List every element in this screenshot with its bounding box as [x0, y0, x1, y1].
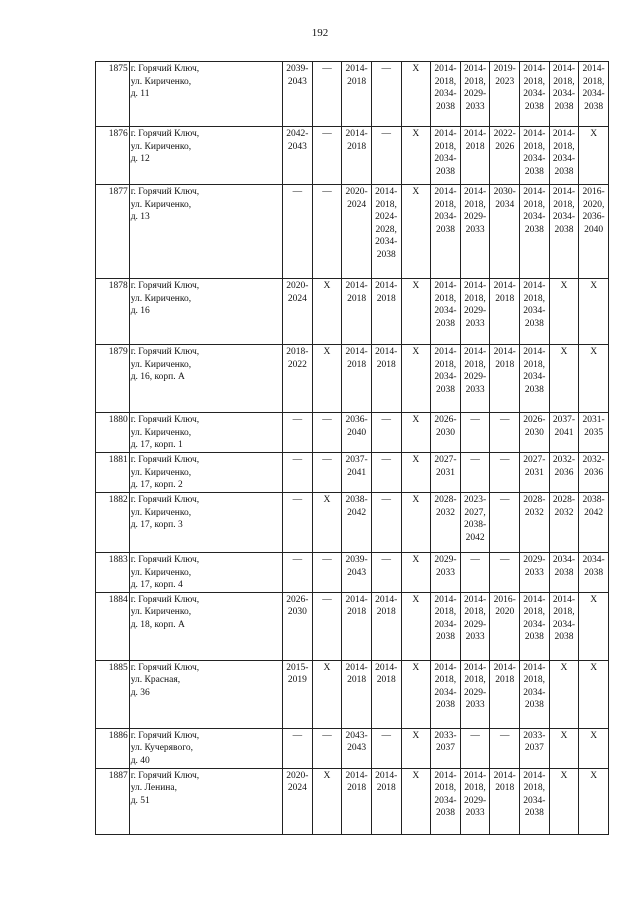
address-cell: г. Горячий Ключ, ул. Кириченко, д. 13	[129, 185, 282, 279]
period-cell: X	[312, 279, 342, 345]
period-cell: X	[401, 728, 431, 768]
address-cell: г. Горячий Ключ, ул. Ленина, д. 51	[129, 768, 282, 834]
period-cell: X	[579, 660, 609, 728]
period-cell: X	[401, 62, 431, 127]
period-cell: 2014- 2018, 2034- 2038	[431, 279, 461, 345]
period-cell: —	[312, 453, 342, 493]
period-cell: 2023- 2027, 2038- 2042	[460, 493, 490, 553]
period-cell: X	[401, 660, 431, 728]
period-cell: —	[490, 493, 520, 553]
period-cell: 2014- 2018	[371, 660, 401, 728]
period-cell: 2043- 2043	[342, 728, 372, 768]
row-number: 1881	[96, 453, 130, 493]
period-cell: 2019- 2023	[490, 62, 520, 127]
period-cell: X	[579, 768, 609, 834]
period-cell: 2014- 2018, 2034- 2038	[549, 127, 579, 185]
table-row	[96, 768, 609, 834]
period-cell: 2032- 2036	[549, 453, 579, 493]
period-cell: X	[579, 728, 609, 768]
period-cell: 2038- 2042	[579, 493, 609, 553]
period-cell: 2014- 2018, 2029- 2033	[460, 660, 490, 728]
period-cell: 2014- 2018	[490, 768, 520, 834]
period-cell: X	[401, 553, 431, 593]
period-cell: 2014- 2018, 2034- 2038	[520, 279, 550, 345]
period-cell: X	[401, 768, 431, 834]
period-cell: 2014- 2018	[490, 279, 520, 345]
period-cell: 2014- 2018, 2034- 2038	[431, 127, 461, 185]
period-cell: 2027- 2031	[431, 453, 461, 493]
period-cell: 2028- 2032	[549, 493, 579, 553]
table-row	[96, 413, 609, 453]
period-cell: —	[371, 453, 401, 493]
table-row	[96, 279, 609, 345]
period-cell: —	[371, 127, 401, 185]
address-cell: г. Горячий Ключ, ул. Красная, д. 36	[129, 660, 282, 728]
period-cell: —	[371, 553, 401, 593]
period-cell: 2016- 2020	[490, 592, 520, 660]
address-cell: г. Горячий Ключ, ул. Кириченко, д. 18, корп. А	[129, 592, 282, 660]
period-cell: —	[490, 728, 520, 768]
period-cell: 2037- 2041	[549, 413, 579, 453]
period-cell: 2014- 2018	[371, 345, 401, 413]
period-cell: —	[371, 728, 401, 768]
period-cell: 2014- 2018, 2029- 2033	[460, 592, 490, 660]
period-cell: X	[401, 279, 431, 345]
period-cell: 2014- 2018	[490, 345, 520, 413]
period-cell: —	[312, 592, 342, 660]
period-cell: 2014- 2018, 2034- 2038	[431, 660, 461, 728]
period-cell: —	[371, 62, 401, 127]
address-cell: г. Горячий Ключ, ул. Кириченко, д. 17, корп. 2	[129, 453, 282, 493]
period-cell: 2015- 2019	[283, 660, 313, 728]
address-cell: г. Горячий Ключ, ул. Кучерявого, д. 40	[129, 728, 282, 768]
period-cell: 2031- 2035	[579, 413, 609, 453]
period-cell: —	[312, 413, 342, 453]
table-row	[96, 62, 609, 127]
period-cell: 2014- 2018, 2024- 2028, 2034- 2038	[371, 185, 401, 279]
period-cell: X	[312, 768, 342, 834]
period-cell: 2038- 2042	[342, 493, 372, 553]
period-cell: 2039- 2043	[342, 553, 372, 593]
period-cell: X	[579, 279, 609, 345]
period-cell: 2014- 2018	[342, 660, 372, 728]
period-cell: X	[312, 345, 342, 413]
period-cell: 2014- 2018, 2034- 2038	[431, 62, 461, 127]
address-cell: г. Горячий Ключ, ул. Кириченко, д. 16	[129, 279, 282, 345]
table-row	[96, 185, 609, 279]
period-cell: 2014- 2018, 2029- 2033	[460, 185, 490, 279]
period-cell: 2014- 2018, 2034- 2038	[431, 345, 461, 413]
period-cell: 2014- 2018, 2034- 2038	[520, 62, 550, 127]
period-cell: 2028- 2032	[431, 493, 461, 553]
period-cell: 2032- 2036	[579, 453, 609, 493]
period-cell: X	[579, 592, 609, 660]
row-number: 1885	[96, 660, 130, 728]
period-cell: 2039- 2043	[283, 62, 313, 127]
period-cell: —	[371, 413, 401, 453]
row-number: 1877	[96, 185, 130, 279]
period-cell: —	[460, 553, 490, 593]
row-number: 1883	[96, 553, 130, 593]
table-row	[96, 553, 609, 593]
period-cell: 2014- 2018	[490, 660, 520, 728]
address-cell: г. Горячий Ключ, ул. Кириченко, д. 16, корп. А	[129, 345, 282, 413]
period-cell: —	[312, 553, 342, 593]
period-cell: 2037- 2041	[342, 453, 372, 493]
period-cell: X	[579, 127, 609, 185]
period-cell: —	[312, 62, 342, 127]
period-cell: X	[579, 345, 609, 413]
period-cell: —	[490, 453, 520, 493]
period-cell: 2014- 2018, 2034- 2038	[520, 768, 550, 834]
address-cell: г. Горячий Ключ, ул. Кириченко, д. 12	[129, 127, 282, 185]
period-cell: 2014- 2018	[342, 62, 372, 127]
period-cell: 2014- 2018, 2034- 2038	[520, 127, 550, 185]
period-cell: X	[549, 345, 579, 413]
period-cell: 2033- 2037	[520, 728, 550, 768]
period-cell: 2029- 2033	[520, 553, 550, 593]
period-cell: 2033- 2037	[431, 728, 461, 768]
period-cell: 2014- 2018	[342, 592, 372, 660]
page-number: 192	[311, 27, 329, 39]
table-row	[96, 493, 609, 553]
period-cell: —	[283, 413, 313, 453]
period-cell: 2029- 2033	[431, 553, 461, 593]
period-cell: —	[283, 553, 313, 593]
period-cell: X	[401, 127, 431, 185]
period-cell: 2026- 2030	[520, 413, 550, 453]
period-cell: X	[549, 660, 579, 728]
period-cell: —	[371, 493, 401, 553]
period-cell: 2014- 2018, 2034- 2038	[520, 345, 550, 413]
period-cell: 2014- 2018, 2034- 2038	[431, 768, 461, 834]
table-row	[96, 453, 609, 493]
period-cell: X	[401, 413, 431, 453]
row-number: 1878	[96, 279, 130, 345]
period-cell: 2042- 2043	[283, 127, 313, 185]
period-cell: —	[460, 413, 490, 453]
period-cell: X	[549, 279, 579, 345]
period-cell: —	[490, 413, 520, 453]
period-cell: —	[312, 127, 342, 185]
period-cell: —	[312, 185, 342, 279]
table-row	[96, 127, 609, 185]
period-cell: 2014- 2018, 2034- 2038	[520, 185, 550, 279]
table-row	[96, 345, 609, 413]
period-cell: 2034- 2038	[579, 553, 609, 593]
period-cell: —	[283, 493, 313, 553]
period-cell: 2014- 2018	[460, 127, 490, 185]
period-cell: —	[460, 728, 490, 768]
period-cell: X	[401, 185, 431, 279]
period-cell: 2014- 2018, 2034- 2038	[579, 62, 609, 127]
period-cell: 2014- 2018	[342, 345, 372, 413]
address-cell: г. Горячий Ключ, ул. Кириченко, д. 11	[129, 62, 282, 127]
period-cell: 2030- 2034	[490, 185, 520, 279]
period-cell: 2014- 2018, 2034- 2038	[431, 185, 461, 279]
period-cell: X	[401, 453, 431, 493]
period-cell: 2026- 2030	[283, 592, 313, 660]
period-cell: 2014- 2018	[371, 768, 401, 834]
period-cell: 2014- 2018, 2029- 2033	[460, 62, 490, 127]
period-cell: 2014- 2018, 2034- 2038	[520, 592, 550, 660]
period-cell: 2026- 2030	[431, 413, 461, 453]
row-number: 1887	[96, 768, 130, 834]
address-cell: г. Горячий Ключ, ул. Кириченко, д. 17, корп. 1	[129, 413, 282, 453]
period-cell: —	[283, 185, 313, 279]
period-cell: 2034- 2038	[549, 553, 579, 593]
table-row	[96, 592, 609, 660]
period-cell: 2016- 2020, 2036- 2040	[579, 185, 609, 279]
period-cell: 2020- 2024	[283, 768, 313, 834]
period-cell: 2027- 2031	[520, 453, 550, 493]
period-cell: 2014- 2018, 2034- 2038	[520, 660, 550, 728]
period-cell: 2020- 2024	[283, 279, 313, 345]
table-row	[96, 660, 609, 728]
period-cell: 2014- 2018, 2029- 2033	[460, 279, 490, 345]
period-cell: 2014- 2018, 2034- 2038	[549, 592, 579, 660]
period-cell: 2020- 2024	[342, 185, 372, 279]
period-cell: X	[312, 660, 342, 728]
address-cell: г. Горячий Ключ, ул. Кириченко, д. 17, корп. 4	[129, 553, 282, 593]
period-cell: —	[312, 728, 342, 768]
row-number: 1876	[96, 127, 130, 185]
period-cell: 2014- 2018	[342, 279, 372, 345]
registry-table	[95, 61, 609, 835]
row-number: 1886	[96, 728, 130, 768]
period-cell: 2018- 2022	[283, 345, 313, 413]
address-cell: г. Горячий Ключ, ул. Кириченко, д. 17, корп. 3	[129, 493, 282, 553]
period-cell: —	[460, 453, 490, 493]
period-cell: 2014- 2018, 2034- 2038	[549, 185, 579, 279]
period-cell: 2014- 2018	[371, 592, 401, 660]
row-number: 1875	[96, 62, 130, 127]
period-cell: 2014- 2018, 2034- 2038	[549, 62, 579, 127]
period-cell: X	[549, 768, 579, 834]
period-cell: 2014- 2018, 2034- 2038	[431, 592, 461, 660]
period-cell: 2028- 2032	[520, 493, 550, 553]
row-number: 1880	[96, 413, 130, 453]
period-cell: 2014- 2018, 2029- 2033	[460, 345, 490, 413]
period-cell: —	[490, 553, 520, 593]
period-cell: X	[312, 493, 342, 553]
period-cell: 2014- 2018	[342, 127, 372, 185]
period-cell: 2014- 2018	[371, 279, 401, 345]
period-cell: 2036- 2040	[342, 413, 372, 453]
period-cell: —	[283, 453, 313, 493]
row-number: 1882	[96, 493, 130, 553]
table-row	[96, 728, 609, 768]
period-cell: 2014- 2018	[342, 768, 372, 834]
period-cell: X	[401, 345, 431, 413]
registry-rows	[96, 62, 609, 835]
period-cell: —	[283, 728, 313, 768]
row-number: 1879	[96, 345, 130, 413]
period-cell: X	[549, 728, 579, 768]
period-cell: 2014- 2018, 2029- 2033	[460, 768, 490, 834]
period-cell: 2022- 2026	[490, 127, 520, 185]
row-number: 1884	[96, 592, 130, 660]
period-cell: X	[401, 592, 431, 660]
period-cell: X	[401, 493, 431, 553]
